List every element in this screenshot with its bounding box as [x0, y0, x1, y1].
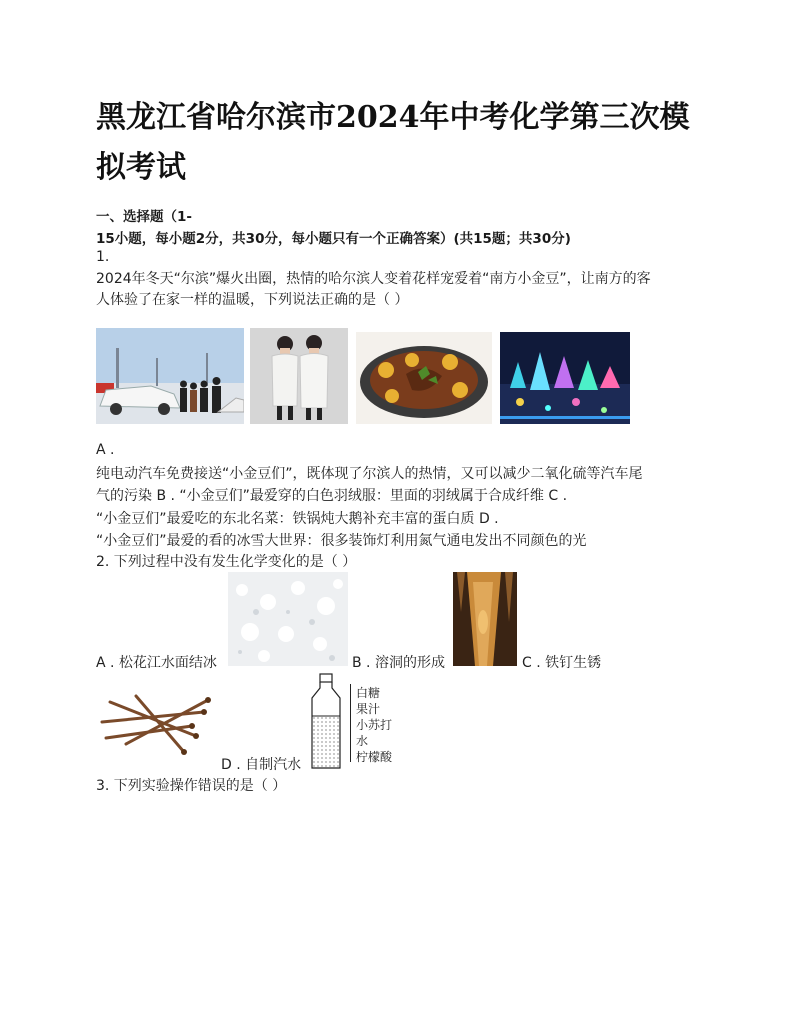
bottle-label-water: 水 — [356, 734, 369, 748]
bottle-label-bracket — [350, 684, 355, 762]
q2-option-a: A . 松花江水面结冰 — [96, 655, 217, 671]
q1-options-line1: 纯电动汽车免费接送“小金豆们”，既体现了尔滨人的热情，又可以减少二氧化硫等汽车尾 — [96, 466, 643, 482]
q2-image-soda-bottle — [304, 672, 348, 772]
page-title-line1: 黑龙江省哈尔滨市2024年中考化学第三次模 — [96, 100, 690, 135]
q3-stem: 3. 下列实验操作错误的是（ ） — [96, 778, 287, 794]
q1-stem-line2: 人体验了在家一样的温暖，下列说法正确的是（ ） — [96, 292, 409, 308]
q2-option-d: D . 自制汽水 — [221, 757, 302, 773]
bottle-label-juice: 果汁 — [356, 702, 381, 716]
q2-stem: 2. 下列过程中没有发生化学变化的是（ ） — [96, 554, 357, 570]
q1-options-line3: “小金豆们”最爱吃的东北名菜：铁锅炖大鹅补充丰富的蛋白质 D . — [96, 511, 499, 527]
q1-image-car-scene — [96, 328, 244, 424]
q1-options-line2: 气的污染 B . “小金豆们”最爱穿的白色羽绒服：里面的羽绒属于合成纤维 C . — [96, 488, 568, 504]
section-heading-line1: 一、选择题（1- — [96, 209, 192, 225]
section-heading-line2: 15小题，每小题2分，共30分，每小题只有一个正确答案）(共15题；共30分) — [96, 231, 571, 247]
bottle-label-baking-soda: 小苏打 — [356, 718, 393, 732]
bottle-label-sugar: 白糖 — [356, 686, 381, 700]
q1-option-a-label: A . — [96, 442, 115, 458]
q2-option-b: B . 溶洞的形成 — [352, 655, 445, 671]
q1-image-iron-pot-goose-stew — [356, 332, 492, 424]
q2-option-c: C . 铁钉生锈 — [522, 655, 602, 671]
q1-image-ice-snow-world-lights — [500, 332, 630, 424]
q2-image-rusty-nails — [96, 682, 216, 762]
bottle-label-citric-acid: 柠檬酸 — [356, 750, 393, 764]
q2-image-frozen-river — [228, 572, 348, 666]
q1-stem-line1: 2024年冬天“尔滨”爆火出圈，热情的哈尔滨人变着花样宠爱着“南方小金豆”，让南方的客 — [96, 271, 651, 287]
q1-options-line4: “小金豆们”最爱的看的冰雪大世界：很多装饰灯利用氮气通电发出不同颜色的光 — [96, 533, 587, 549]
q1-image-white-down-coats — [250, 328, 348, 424]
q1-number: 1. — [96, 249, 110, 265]
q2-image-karst-cave — [453, 572, 517, 666]
page-title-line2: 拟考试 — [96, 150, 186, 185]
